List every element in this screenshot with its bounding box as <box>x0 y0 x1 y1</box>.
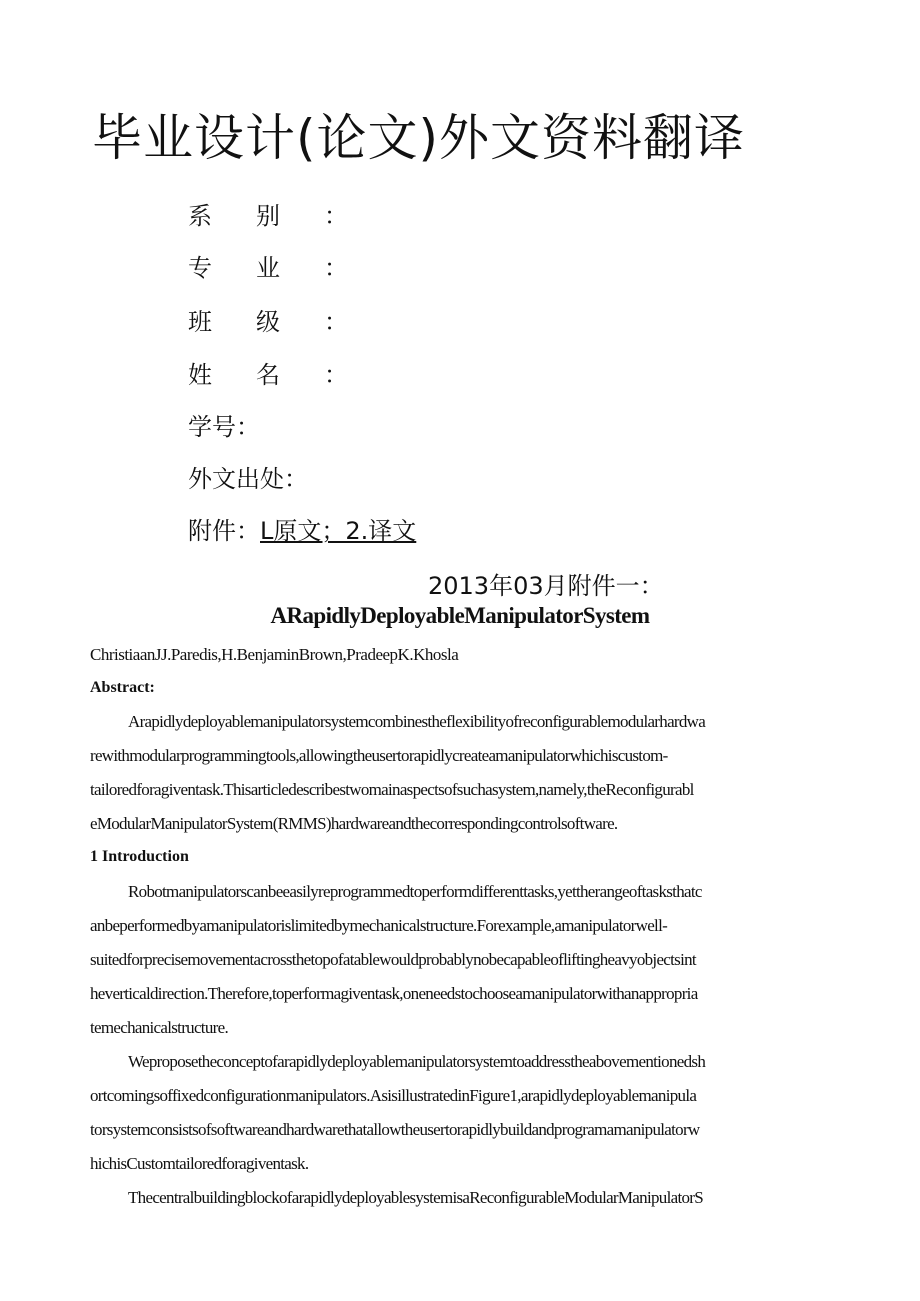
date-line <box>428 566 664 601</box>
department-label: 系别： <box>188 202 392 230</box>
field-department <box>188 196 392 231</box>
major-label: 专业： <box>188 254 392 282</box>
article-title: ARapidlyDeployableManipulatorSystem <box>270 603 650 628</box>
student-id-label: 学号： <box>188 413 260 441</box>
abstract-line: Arapidlydeployablemanipulatorsystemcombinestheflexibilityofreconfigurablemodularhardwa <box>128 712 706 731</box>
field-source <box>188 459 308 494</box>
page-title: 毕业设计(论文)外文资料翻译 <box>92 109 746 167</box>
paragraph-line: suitedforprecisemovementacrossthetopofatablewouldprobablynobecapableofliftingheavyobjectsint <box>90 950 696 969</box>
field-attachment <box>188 511 416 546</box>
field-major <box>188 248 392 283</box>
field-student-id <box>188 407 260 442</box>
abstract-line: tailoredforagiventask.Thisarticledescribestwomainaspectsofsuchasystem,namely,theReconfigurabl <box>90 780 694 799</box>
paragraph-line: torsystemconsistsofsoftwareandhardwarethatallowtheusertorapidlybuildandprogramamanipulatorw <box>90 1120 700 1139</box>
paragraph-line: ortcomingsoffixedconfigurationmanipulators.AsisillustratedinFigure1,arapidlydeployablemanipula <box>90 1086 697 1105</box>
paragraph-line: hichisCustomtailoredforagiventask. <box>90 1154 309 1173</box>
paragraph-line: Weproposetheconceptofarapidlydeployablemanipulatorsystemtoaddresstheabovementionedsh <box>128 1052 706 1071</box>
paragraph-line: Robotmanipulatorscanbeeasilyreprogrammedtoperformdifferenttasks,yettherangeoftasksthatc <box>128 882 702 901</box>
paragraph-line: temechanicalstructure. <box>90 1018 228 1037</box>
abstract-line: eModularManipulatorSystem(RMMS)hardwareandthecorrespondingcontrolsoftware. <box>90 814 618 833</box>
paragraph-line: ThecentralbuildingblockofarapidlydeployablesystemisaReconfigurableModularManipulatorS <box>128 1188 703 1207</box>
class-label: 班级： <box>188 308 392 336</box>
attachment-value: L原文；2.译文 <box>260 517 417 545</box>
field-name <box>188 355 392 390</box>
abstract-heading: Abstract: <box>90 679 155 696</box>
abstract-line: rewithmodularprogrammingtools,allowingtheusertorapidlycreateamanipulatorwhichiscustom- <box>90 746 668 765</box>
source-label: 外文出处： <box>188 465 308 493</box>
date-text: 2013年03月 <box>428 572 568 600</box>
attachment-label: 附件： <box>188 517 260 545</box>
field-class <box>188 302 392 337</box>
intro-heading: 1 Introduction <box>90 848 189 865</box>
name-label: 姓名： <box>188 361 392 389</box>
paragraph-line: heverticaldirection.Therefore,toperformagiventask,oneneedstochooseamanipulatorwithanappropria <box>90 984 698 1003</box>
paragraph-line: anbeperformedbyamanipulatorislimitedbymechanicalstructure.Forexample,amanipulatorwell- <box>90 916 668 935</box>
annex-label: 附件一： <box>567 572 664 600</box>
article-authors: ChristiaanJJ.Paredis,H.BenjaminBrown,PradeepK.Khosla <box>90 645 459 664</box>
